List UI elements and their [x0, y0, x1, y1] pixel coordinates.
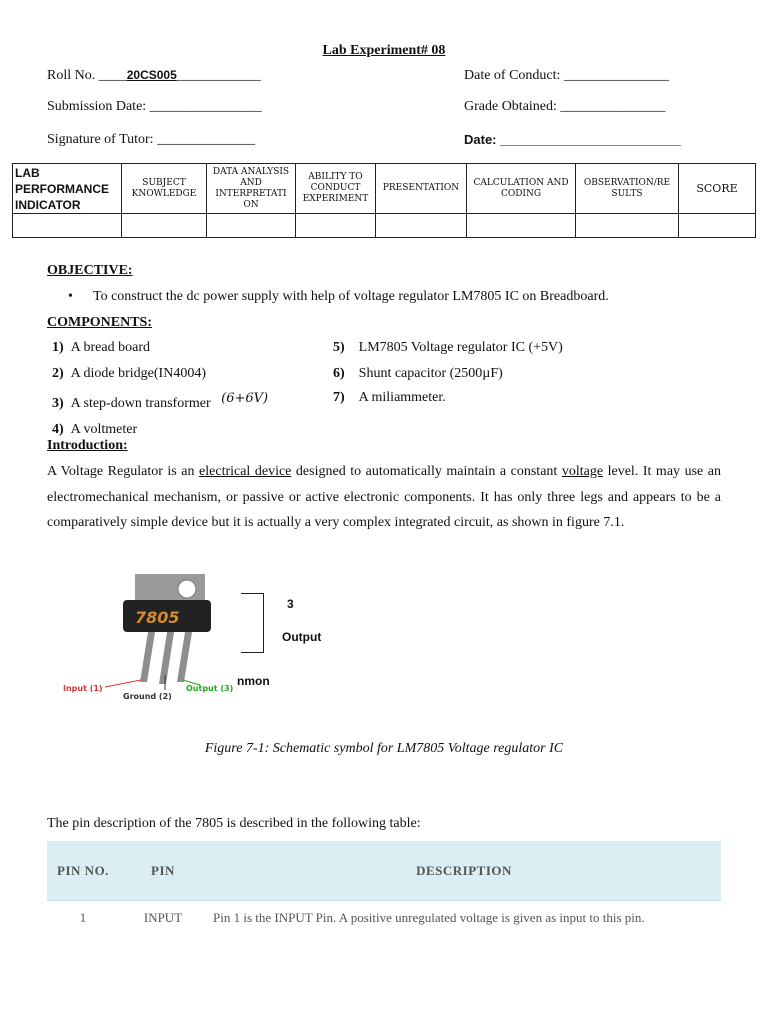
perf-header: SCORE — [679, 164, 756, 214]
date-field: Date: _________________________ — [464, 132, 681, 147]
introduction-paragraph — [47, 459, 721, 536]
output-pin-label: Output (3) — [186, 684, 234, 693]
item-text: A miliammeter. — [358, 390, 446, 405]
signature-of-tutor: Signature of Tutor: ______________ — [47, 132, 256, 147]
input-pin-label: Input (1) — [63, 684, 103, 693]
item-number: 2) — [52, 366, 64, 381]
perf-header: ABILITY TO CONDUCT EXPERIMENT — [296, 164, 376, 214]
perf-header: SUBJECT KNOWLEDGE — [122, 164, 207, 214]
component-item — [333, 340, 563, 356]
component-item — [52, 366, 206, 382]
perf-header: CALCULATION AND CODING — [467, 164, 576, 214]
item-text: A voltmeter — [70, 422, 138, 437]
figure-side-label: nmon — [237, 674, 270, 688]
pin-description: Pin 1 is the INPUT Pin. A positive unregulated voltage is given as input to this pin. — [213, 910, 645, 925]
table-row — [47, 901, 721, 933]
figure-side-label: Output — [282, 630, 322, 644]
figure-caption: Figure 7-1: Schematic symbol for LM7805 Voltage regulator IC — [204, 741, 564, 756]
perf-header: LAB PERFORMANCE INDICATOR — [13, 164, 122, 214]
roll-label: Roll No. ____ — [47, 68, 127, 83]
page-title: Lab Experiment# 08 — [322, 43, 446, 58]
item-number: 3) — [52, 396, 64, 411]
chip-label: 7805 — [135, 608, 180, 627]
item-text: LM7805 Voltage regulator IC (+5V) — [358, 340, 563, 355]
transformer-rating: (6+6V) — [221, 391, 269, 406]
objective-heading: OBJECTIVE: — [47, 263, 133, 278]
perf-cell[interactable] — [296, 214, 376, 238]
ground-pin-label: Ground (2) — [123, 692, 172, 701]
pin-name: INPUT — [143, 910, 183, 925]
perf-cell[interactable] — [467, 214, 576, 238]
voltage-link[interactable]: voltage — [561, 464, 604, 479]
introduction-heading: Introduction: — [47, 438, 128, 453]
figure-bracket — [241, 593, 264, 653]
component-item — [52, 422, 137, 438]
perf-header: PRESENTATION — [376, 164, 467, 214]
component-item — [333, 366, 503, 382]
pin-table-intro: The pin description of the 7805 is described in the following table: — [47, 816, 421, 831]
electrical-device-link[interactable]: electrical device — [199, 464, 292, 479]
roll-value: 20CS005 — [126, 68, 177, 82]
intro-text: designed to automatically maintain a constant — [291, 464, 562, 479]
perf-cell[interactable] — [376, 214, 467, 238]
roll-no-field — [47, 68, 261, 84]
figure-side-label: 3 — [287, 597, 294, 611]
components-heading: COMPONENTS: — [47, 315, 152, 330]
perf-cell[interactable] — [576, 214, 679, 238]
item-text: Shunt capacitor (2500µF) — [358, 366, 503, 381]
intro-text: level. It may use an electromechanical mechanism, or passive or active electronic components. It has only three legs and appears to be a comparatively simple device but it is actually a very complex integrated circuit, as shown in figure 7.1. — [47, 464, 721, 531]
pin-number: 1 — [79, 910, 87, 925]
bullet-icon: • — [68, 289, 73, 304]
perf-header: OBSERVATION/RE SULTS — [576, 164, 679, 214]
perf-cell[interactable] — [122, 214, 207, 238]
pin-header: PIN NO. — [47, 841, 119, 901]
item-number: 4) — [52, 422, 64, 437]
performance-table — [12, 163, 756, 238]
grade-obtained: Grade Obtained: _______________ — [464, 99, 666, 114]
item-text: A diode bridge(IN4004) — [70, 366, 206, 381]
perf-cell[interactable] — [679, 214, 756, 238]
perf-cell[interactable] — [13, 214, 122, 238]
item-number: 6) — [333, 366, 345, 381]
item-text: A step-down transformer — [70, 396, 211, 411]
pin-table — [47, 841, 721, 932]
perf-header: DATA ANALYSIS AND INTERPRETATI ON — [207, 164, 296, 214]
submission-date: Submission Date: ________________ — [47, 99, 262, 114]
component-item — [52, 391, 269, 412]
roll-tail: ____________ — [176, 68, 261, 83]
date-of-conduct: Date of Conduct: _______________ — [464, 68, 669, 83]
objective-text: To construct the dc power supply with help of voltage regulator LM7805 IC on Breadboard. — [93, 289, 609, 304]
pin-header: DESCRIPTION — [207, 841, 721, 901]
pin-header: PIN — [119, 841, 207, 901]
item-text: A bread board — [70, 340, 150, 355]
component-item — [333, 390, 446, 406]
lm7805-figure — [55, 570, 245, 705]
intro-text: A Voltage Regulator is an — [47, 464, 200, 479]
item-number: 1) — [52, 340, 64, 355]
item-number: 5) — [333, 340, 345, 355]
item-number: 7) — [333, 390, 345, 405]
perf-cell[interactable] — [207, 214, 296, 238]
component-item — [52, 340, 150, 356]
